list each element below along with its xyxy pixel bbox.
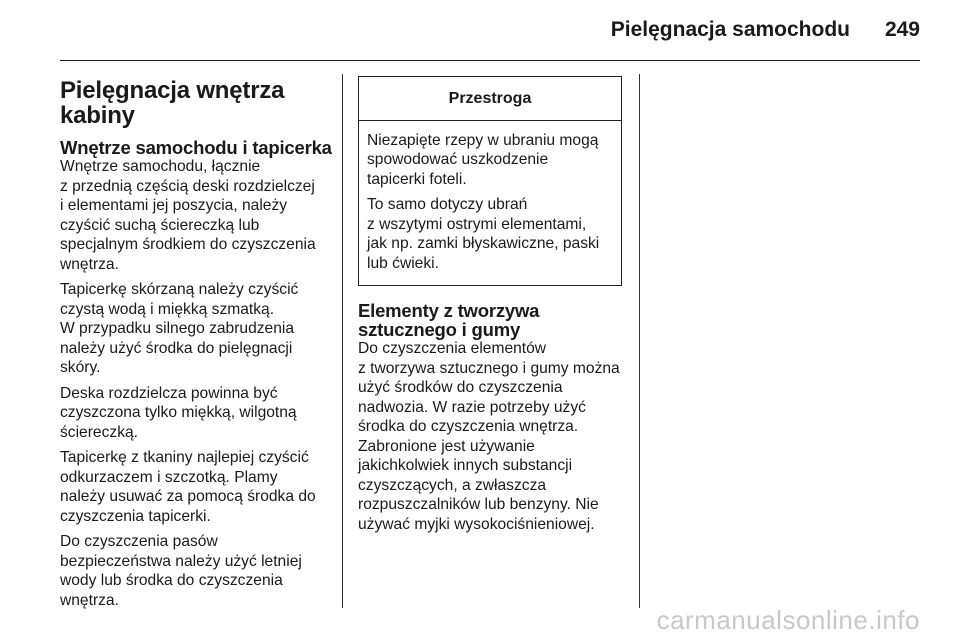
subsection-title-interior: Wnętrze samochodu i tapicerka — [60, 137, 332, 158]
header-rule — [60, 60, 920, 61]
paragraph: Wnętrze samochodu, łącznie z przednią częścią deski rozdzielczej i elementami jej poszycia, należy czyścić suchą ściereczką lub specjalnym środkiem do czyszczenia wnętrza. — [60, 158, 316, 273]
subsection-title-plastic: Elementy z tworzywa sztucznego i gumy — [358, 300, 540, 340]
caution-paragraph: To samo dotyczy ubrań z wszytymi ostrymi elementami, jak np. zamki błyskawiczne, paski lub ćwieki. — [367, 196, 600, 272]
caution-box — [358, 76, 622, 286]
paragraph: Tapicerkę skórzaną należy czyścić czystą wodą i miękką szmatką. W przypadku silnego zabrudzenia należy użyć środka do pielęgnacji skóry. — [60, 281, 299, 376]
watermark: carmanualsonline.info — [656, 605, 920, 635]
page-header — [0, 0, 960, 62]
paragraph: Deska rozdzielcza powinna być czyszczona tylko miękką, wilgotną ściereczką. — [60, 384, 297, 441]
column-divider-left — [342, 74, 343, 608]
paragraph: Do czyszczenia pasów bezpieczeństwa należy użyć letniej wody lub środka do czyszczenia wnętrza. — [60, 533, 302, 609]
right-column — [358, 74, 624, 540]
section-title: Pielęgnacja wnętrza kabiny — [60, 77, 285, 129]
page-number: 249 — [884, 18, 920, 41]
caution-title: Przestroga — [359, 77, 621, 121]
running-header-title: Pielęgnacja samochodu — [610, 18, 850, 41]
caution-body — [359, 121, 621, 286]
paragraph: Do czyszczenia elementów z tworzywa sztucznego i gumy można użyć środków do czyszczenia nadwozia. W razie potrzeby użyć środka do czyszczenia wnętrza. Zabronione jest używanie jakichkolwiek innych substancji czyszczących, a zwłaszcza rozpuszczalników lub benzyny. Nie używać myjki wysokociśnieniowej. — [358, 340, 620, 533]
paragraph: Tapicerkę z tkaniny najlepiej czyścić odkurzaczem i szczotką. Plamy należy usuwać za pomocą środka do czyszczenia tapicerki. — [60, 449, 316, 525]
left-column — [60, 74, 332, 616]
column-divider-right — [639, 74, 640, 608]
caution-paragraph: Niezapięte rzepy w ubraniu mogą spowodować uszkodzenie tapicerki foteli. — [367, 131, 599, 188]
